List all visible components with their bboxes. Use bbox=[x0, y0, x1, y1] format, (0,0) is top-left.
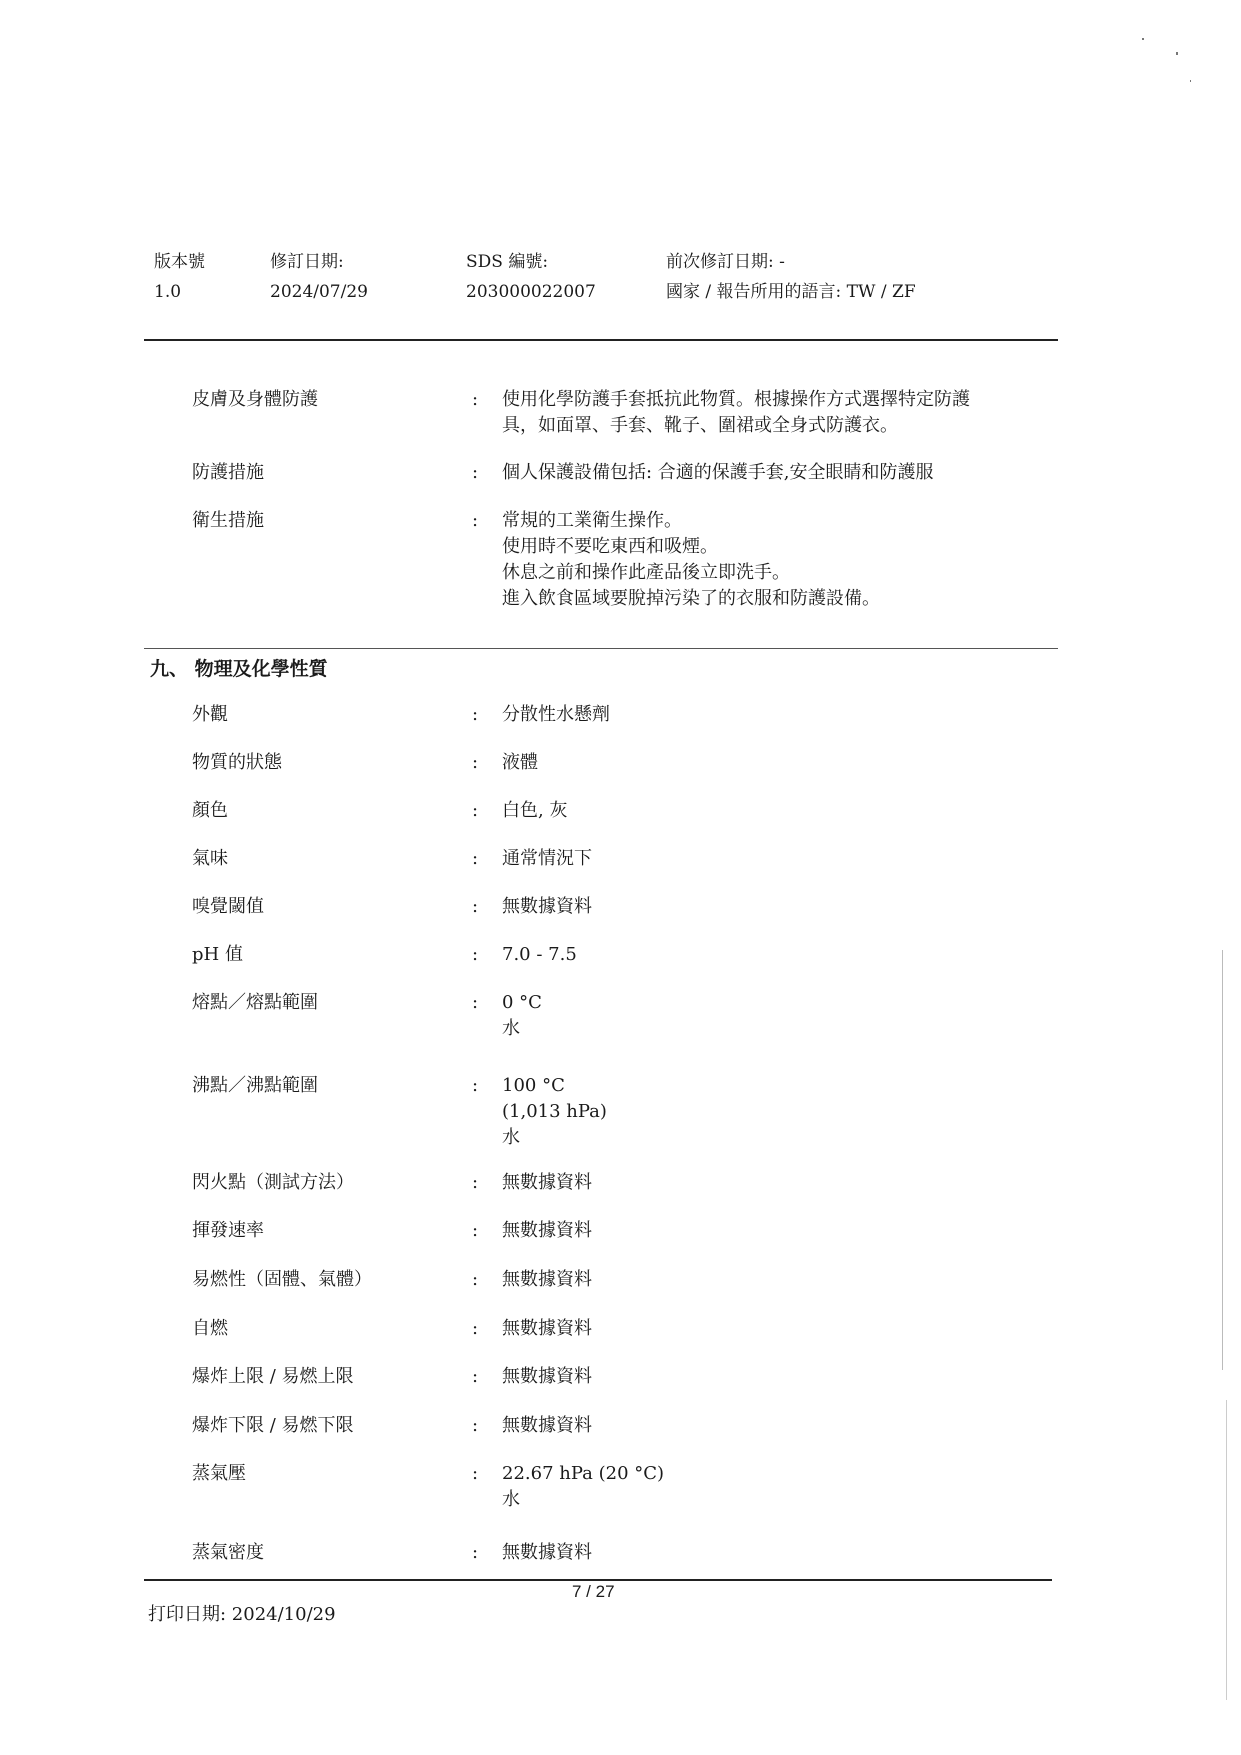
property-row-colon: : bbox=[472, 1542, 479, 1563]
property-row-label: 蒸氣壓 bbox=[192, 1463, 246, 1484]
property-row-label: 閃火點（測試方法） bbox=[192, 1172, 354, 1193]
property-row-label: 易燃性（固體、氣體） bbox=[192, 1269, 372, 1290]
property-row-colon: : bbox=[472, 1075, 479, 1096]
scan-speck bbox=[1190, 80, 1191, 82]
protection-row-value bbox=[502, 508, 880, 612]
property-row-label: 揮發速率 bbox=[192, 1220, 264, 1241]
scan-edge-mark bbox=[1226, 1400, 1227, 1700]
property-row-value bbox=[502, 1316, 592, 1342]
property-row-label: pH 值 bbox=[192, 944, 243, 965]
property-row-colon: : bbox=[472, 992, 479, 1013]
protection-row-colon: : bbox=[472, 510, 479, 531]
property-row-value bbox=[502, 1218, 592, 1244]
protection-row-value-line: 常規的工業衛生操作。 bbox=[502, 510, 682, 531]
property-row-value-line: 液體 bbox=[502, 752, 538, 773]
property-row-value bbox=[502, 1413, 592, 1439]
property-row-colon: : bbox=[472, 896, 479, 917]
property-row-colon: : bbox=[472, 848, 479, 869]
section-9-title: 九、 物理及化學性質 bbox=[150, 658, 328, 680]
property-row-value bbox=[502, 1073, 607, 1151]
property-row-colon: : bbox=[472, 1220, 479, 1241]
property-row-value bbox=[502, 1364, 592, 1390]
property-row-value bbox=[502, 846, 592, 872]
page-number: 7 / 27 bbox=[572, 1582, 615, 1601]
property-row-label: 蒸氣密度 bbox=[192, 1542, 264, 1563]
property-row-value bbox=[502, 798, 567, 824]
footer-rule bbox=[144, 1579, 1052, 1581]
protection-row-value-line: 具，如面罩、手套、靴子、圍裙或全身式防護衣。 bbox=[502, 415, 898, 436]
property-row-value-line: 無數據資料 bbox=[502, 1542, 592, 1563]
property-row-colon: : bbox=[472, 800, 479, 821]
property-row-label: 嗅覺閾值 bbox=[192, 896, 264, 917]
property-row-value-line: 水 bbox=[502, 1127, 520, 1148]
property-row-value bbox=[502, 1267, 592, 1293]
property-row-value-line: 7.0 - 7.5 bbox=[502, 944, 577, 965]
property-row-label: 氣味 bbox=[192, 848, 228, 869]
section-rule bbox=[144, 648, 1058, 649]
property-row-value bbox=[502, 1540, 592, 1566]
property-row-value bbox=[502, 1170, 592, 1196]
protection-row-value bbox=[502, 460, 934, 486]
property-row-value-line: 白色, 灰 bbox=[502, 800, 568, 821]
version-value: 1.0 bbox=[154, 282, 182, 302]
property-row-label: 自燃 bbox=[192, 1318, 228, 1339]
property-row-label: 爆炸下限 / 易燃下限 bbox=[192, 1415, 354, 1436]
property-row-value-line: 22.67 hPa (20 °C) bbox=[502, 1463, 665, 1484]
scan-speck bbox=[1176, 52, 1178, 55]
property-row-colon: : bbox=[472, 944, 479, 965]
property-row-label: 爆炸上限 / 易燃上限 bbox=[192, 1366, 354, 1387]
revision-date-value: 2024/07/29 bbox=[270, 282, 368, 302]
protection-row-label: 衛生措施 bbox=[192, 510, 264, 531]
protection-row-colon: : bbox=[472, 462, 479, 483]
property-row-value-line: 無數據資料 bbox=[502, 896, 592, 917]
header-rule bbox=[144, 339, 1058, 341]
protection-row-colon: : bbox=[472, 389, 479, 410]
property-row-value bbox=[502, 894, 592, 920]
property-row-colon: : bbox=[472, 1463, 479, 1484]
protection-row-label: 皮膚及身體防護 bbox=[192, 389, 318, 410]
property-row-value-line: 分散性水懸劑 bbox=[502, 704, 610, 725]
protection-row-value bbox=[502, 387, 970, 439]
previous-revision-date: 前次修訂日期: - bbox=[666, 252, 785, 272]
property-row-value-line: 0 °C bbox=[502, 992, 542, 1013]
property-row-value bbox=[502, 1461, 664, 1513]
revision-date-label: 修訂日期: bbox=[270, 252, 344, 272]
property-row-value-line: 無數據資料 bbox=[502, 1415, 592, 1436]
protection-row-value-line: 個人保護設備包括: 合適的保護手套,安全眼睛和防護服 bbox=[502, 462, 934, 483]
property-row-value-line: (1,013 hPa) bbox=[502, 1101, 607, 1122]
property-row-colon: : bbox=[472, 1366, 479, 1387]
property-row-label: 沸點／沸點範圍 bbox=[192, 1075, 318, 1096]
protection-row-value-line: 進入飲食區域要脫掉污染了的衣服和防護設備。 bbox=[502, 588, 880, 609]
property-row-value-line: 無數據資料 bbox=[502, 1220, 592, 1241]
protection-row-value-line: 使用時不要吃東西和吸煙。 bbox=[502, 536, 718, 557]
property-row-value-line: 水 bbox=[502, 1018, 520, 1039]
sds-number-label: SDS 編號: bbox=[466, 252, 549, 272]
property-row-colon: : bbox=[472, 1318, 479, 1339]
property-row-value-line: 水 bbox=[502, 1489, 520, 1510]
property-row-value-line: 無數據資料 bbox=[502, 1318, 592, 1339]
scan-edge-mark bbox=[1222, 950, 1223, 1370]
property-row-value-line: 無數據資料 bbox=[502, 1366, 592, 1387]
property-row-label: 物質的狀態 bbox=[192, 752, 282, 773]
protection-row-value-line: 使用化學防護手套抵抗此物質。根據操作方式選擇特定防護 bbox=[502, 389, 970, 410]
property-row-label: 熔點／熔點範圍 bbox=[192, 992, 318, 1013]
property-row-colon: : bbox=[472, 1269, 479, 1290]
protection-row-label: 防護措施 bbox=[192, 462, 264, 483]
scan-speck bbox=[1142, 38, 1144, 40]
protection-row-value-line: 休息之前和操作此產品後立即洗手。 bbox=[502, 562, 790, 583]
property-row-colon: : bbox=[472, 1415, 479, 1436]
property-row-colon: : bbox=[472, 1172, 479, 1193]
country-language: 國家 / 報告所用的語言: TW / ZF bbox=[666, 282, 916, 302]
print-date: 打印日期: 2024/10/29 bbox=[148, 1604, 336, 1625]
property-row-value bbox=[502, 942, 577, 968]
property-row-value-line: 無數據資料 bbox=[502, 1172, 592, 1193]
property-row-value bbox=[502, 750, 538, 776]
sds-number-value: 203000022007 bbox=[466, 282, 596, 302]
property-row-value-line: 100 °C bbox=[502, 1075, 565, 1096]
property-row-value-line: 無數據資料 bbox=[502, 1269, 592, 1290]
property-row-colon: : bbox=[472, 752, 479, 773]
property-row-value bbox=[502, 702, 610, 728]
version-label: 版本號 bbox=[154, 252, 205, 272]
property-row-colon: : bbox=[472, 704, 479, 725]
property-row-value-line: 通常情況下 bbox=[502, 848, 592, 869]
property-row-label: 外觀 bbox=[192, 704, 228, 725]
property-row-label: 顏色 bbox=[192, 800, 228, 821]
property-row-value bbox=[502, 990, 542, 1042]
